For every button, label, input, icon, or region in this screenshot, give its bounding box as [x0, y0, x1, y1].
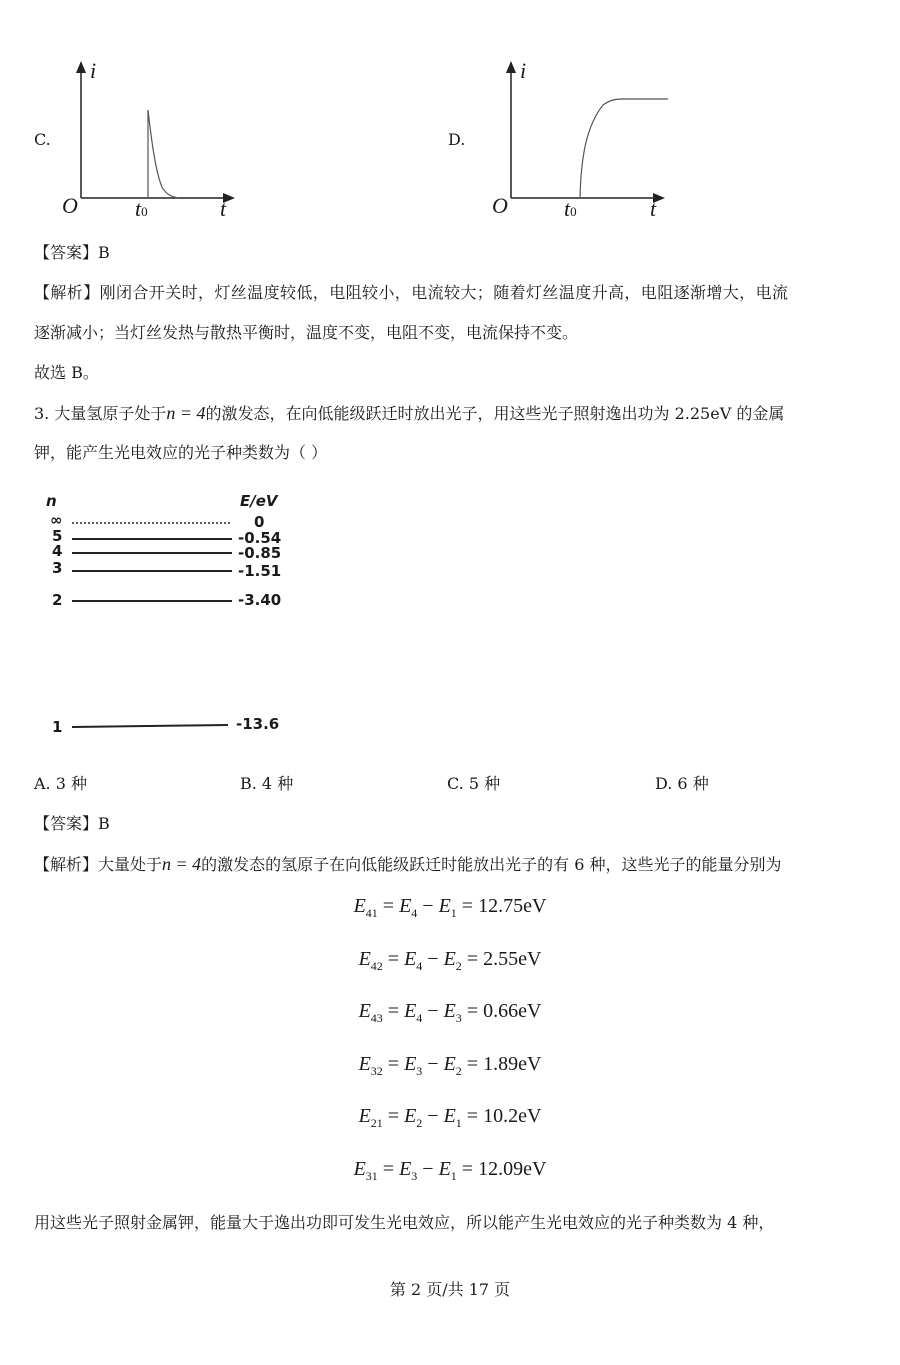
level-e-5: -0.54	[238, 529, 282, 547]
answer-1: 【答案】B	[34, 243, 110, 262]
level-n-3: 3	[52, 559, 63, 577]
level-n-4: 4	[52, 542, 63, 560]
graph-c-origin: O	[62, 193, 78, 218]
option-b: B. 4 种	[240, 774, 294, 793]
graph-d-y-label: i	[520, 58, 527, 83]
level-e-3: -1.51	[238, 562, 282, 580]
closing-text: 用这些光子照射金属钾，能量大于逸出功即可发生光电效应，所以能产生光电效应的光子种类数为 4 种，	[34, 1213, 775, 1232]
graph-d-x-label: t	[650, 196, 657, 221]
option-d-label: D.	[448, 130, 466, 149]
conclusion-1: 故选 B。	[34, 363, 99, 382]
option-c: C. 5 种	[447, 774, 501, 793]
graph-d-t0-label: t0	[564, 196, 577, 221]
page-footer: 第 2 页/共 17 页	[389, 1280, 511, 1299]
energy-level-diagram	[40, 488, 300, 748]
level-e-2: -3.40	[238, 591, 282, 609]
level-n-inf: ∞	[50, 511, 63, 529]
level-n-1: 1	[52, 718, 63, 736]
equation-row: $E_{31} = E_3 - E_1 = 12.09eV$	[353, 1157, 547, 1183]
level-e-1: -13.6	[236, 715, 280, 733]
option-a: A. 3 种	[34, 774, 87, 793]
question-3-line-2: 钾，能产生光电效应的光子种类数为（ ）	[34, 443, 328, 462]
equation-row: $E_{42} = E_4 - E_2 = 2.55eV$	[358, 947, 542, 973]
equation-row: $E_{43} = E_4 - E_3 = 0.66eV$	[358, 1000, 542, 1025]
e-header: E/eV	[240, 492, 278, 510]
analysis-1-line-2: 逐渐减小；当灯丝发热与散热平衡时，温度不变，电阻不变，电流保持不变。	[34, 323, 579, 342]
equation-row: $E_{32} = E_3 - E_2 = 1.89eV$	[358, 1052, 542, 1078]
level-n-5: 5	[52, 527, 63, 545]
question-3-line-1: 3. 大量氢原子处于n = 4的激发态，在向低能级跃迁时放出光子，用这些光子照射逸出功为 2.25eV 的金属	[34, 403, 785, 423]
level-e-4: -0.85	[238, 544, 282, 562]
level-e-inf: 0	[254, 513, 265, 531]
answer-2: 【答案】B	[34, 814, 110, 833]
option-c-label: C.	[34, 130, 51, 149]
equation-row: $E_{41} = E_4 - E_1 = 12.75eV$	[353, 895, 547, 920]
graph-d-origin: O	[492, 193, 508, 218]
equation-row: $E_{21} = E_2 - E_1 = 10.2eV$	[358, 1105, 542, 1130]
graph-c-t0-label: t0	[135, 196, 148, 221]
n-header: n	[46, 492, 57, 510]
graph-c-y-label: i	[90, 58, 97, 83]
analysis-1-line-1: 【解析】刚闭合开关时，灯丝温度较低，电阻较小，电流较大；随着灯丝温度升高，电阻逐渐增大，电流	[34, 283, 789, 302]
graph-c-x-label: t	[220, 196, 227, 221]
level-n-2: 2	[52, 591, 63, 609]
analysis-2: 【解析】大量处于n = 4的激发态的氢原子在向低能级跃迁时能放出光子的有 6 种，这些光子的能量分别为	[34, 854, 782, 874]
option-d: D. 6 种	[655, 774, 709, 793]
